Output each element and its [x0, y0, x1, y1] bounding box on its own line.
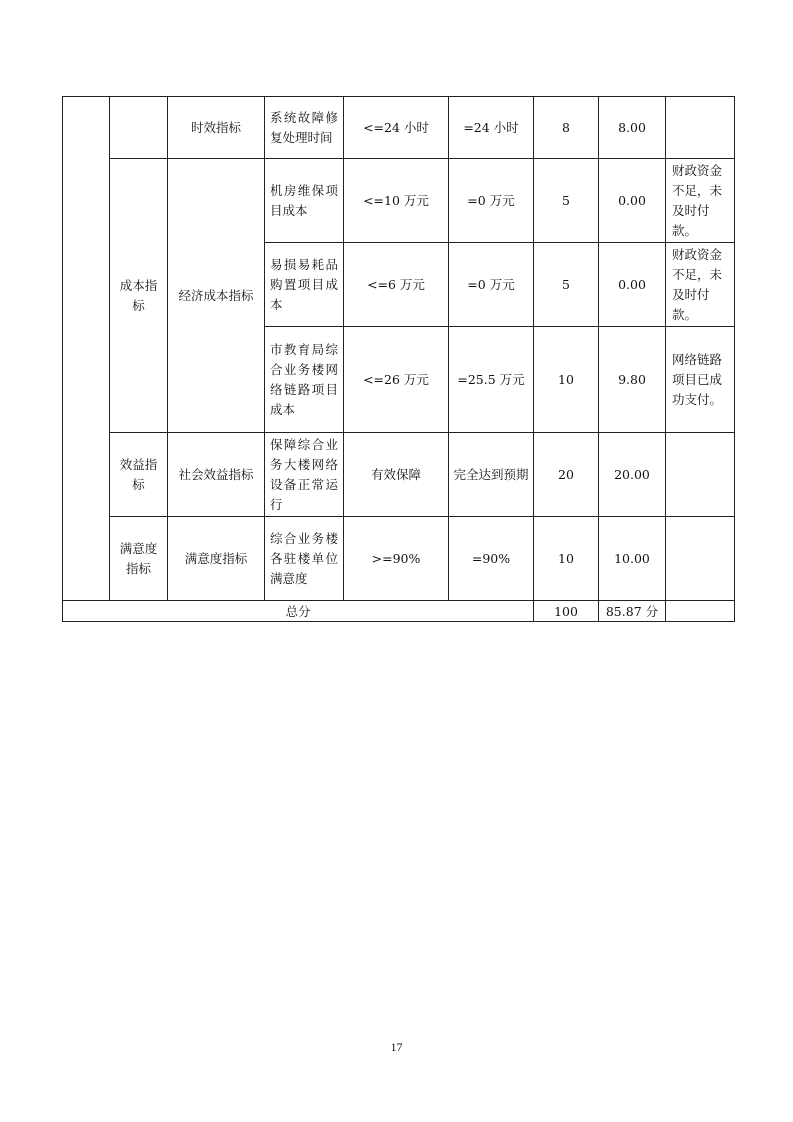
- target-cell: 有效保障: [344, 433, 449, 517]
- actual-cell: 完全达到预期: [449, 433, 534, 517]
- indicator-cell: 易损易耗品购置项目成本: [265, 243, 344, 327]
- weight-cell: 10: [534, 517, 599, 601]
- weight-cell: 8: [534, 97, 599, 159]
- table-row: [63, 97, 735, 159]
- note-cell: [666, 517, 735, 601]
- score-cell: 10.00: [599, 517, 666, 601]
- level3-cell: 满意度指标: [168, 517, 265, 601]
- level2-cell: 成本指标: [110, 159, 168, 433]
- note-cell: 网络链路项目已成功支付。: [666, 327, 735, 433]
- level1-cell: [63, 97, 110, 601]
- level3-cell: 社会效益指标: [168, 433, 265, 517]
- weight-cell: 5: [534, 243, 599, 327]
- note-cell: [666, 97, 735, 159]
- weight-cell: 10: [534, 327, 599, 433]
- note-cell: [666, 433, 735, 517]
- target-cell: <=6 万元: [344, 243, 449, 327]
- weight-cell: 20: [534, 433, 599, 517]
- indicator-cell: 综合业务楼各驻楼单位满意度: [265, 517, 344, 601]
- page-number: 17: [390, 1040, 403, 1054]
- score-cell: 8.00: [599, 97, 666, 159]
- table-row: [63, 433, 735, 517]
- actual-cell: =24 小时: [449, 97, 534, 159]
- total-row: [63, 601, 735, 622]
- actual-cell: =0 万元: [449, 243, 534, 327]
- table-row: [63, 517, 735, 601]
- actual-cell: =90%: [449, 517, 534, 601]
- total-note: [666, 601, 735, 622]
- note-cell: 财政资金不足，未及时付款。: [666, 159, 735, 243]
- indicator-cell: 系统故障修复处理时间: [265, 97, 344, 159]
- level3-cell: 经济成本指标: [168, 159, 265, 433]
- score-cell: 20.00: [599, 433, 666, 517]
- performance-table: [62, 96, 735, 622]
- target-cell: <=26 万元: [344, 327, 449, 433]
- note-cell: 财政资金不足，未及时付款。: [666, 243, 735, 327]
- total-score: 85.87 分: [599, 601, 666, 622]
- indicator-cell: 机房维保项目成本: [265, 159, 344, 243]
- weight-cell: 5: [534, 159, 599, 243]
- score-cell: 0.00: [599, 159, 666, 243]
- score-cell: 9.80: [599, 327, 666, 433]
- total-weight: 100: [534, 601, 599, 622]
- score-cell: 0.00: [599, 243, 666, 327]
- level2-cell: [110, 97, 168, 159]
- level2-cell: 满意度指标: [110, 517, 168, 601]
- actual-cell: =25.5 万元: [449, 327, 534, 433]
- actual-cell: =0 万元: [449, 159, 534, 243]
- indicator-cell: 市教育局综合业务楼网络链路项目成本: [265, 327, 344, 433]
- level3-cell: 时效指标: [168, 97, 265, 159]
- total-label: 总分: [63, 601, 534, 622]
- table-row: [63, 159, 735, 243]
- indicator-cell: 保障综合业务大楼网络设备正常运行: [265, 433, 344, 517]
- target-cell: <=10 万元: [344, 159, 449, 243]
- level2-cell: 效益指标: [110, 433, 168, 517]
- target-cell: <=24 小时: [344, 97, 449, 159]
- target-cell: >=90%: [344, 517, 449, 601]
